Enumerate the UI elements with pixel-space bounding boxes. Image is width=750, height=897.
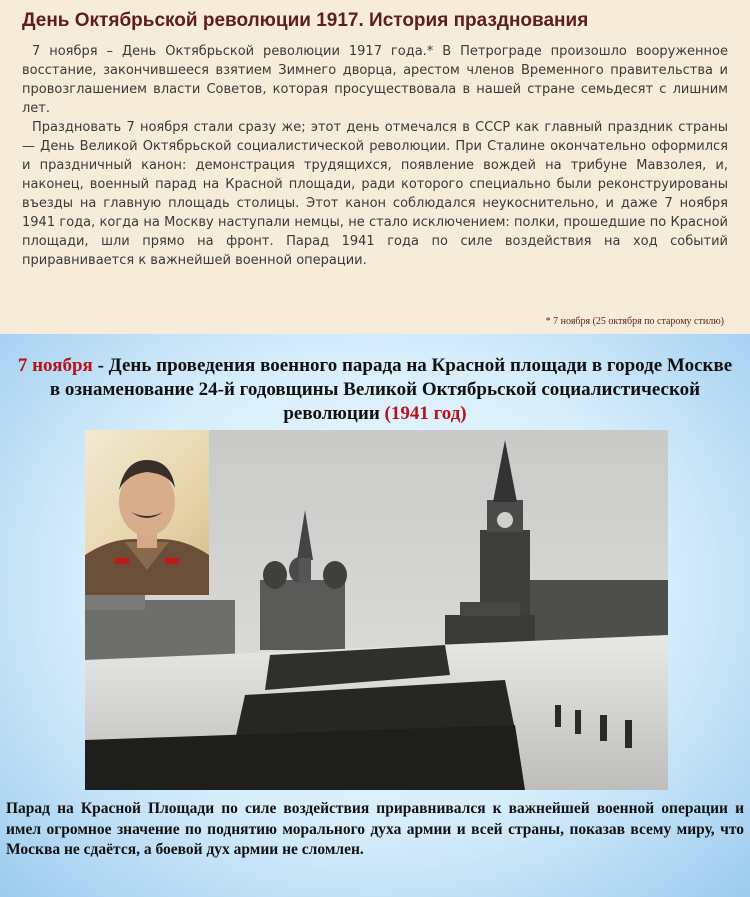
headline-text: - День проведения военного парада на Красной площади в городе Москве в ознаменование 24-й годовщины Великой Октябрьской социалистической революции (49, 355, 733, 424)
parade-section (0, 334, 750, 897)
footnote: * 7 ноября (25 октября по старому стилю) (545, 316, 724, 327)
parade-headline (14, 354, 736, 426)
history-paragraph-1: 7 ноября – День Октябрьской революции 1917 года.* В Петрограде произошло вооруженное восстание, закончившееся взятием Зимнего дворца, арестом членов Временного правительства и провозглашением власти Советов, которая просуществовала в нашей стране семьдесят с лишним лет. (22, 44, 728, 116)
history-title: День Октябрьской революции 1917. История празднования (22, 10, 589, 31)
history-paragraph-2: Праздновать 7 ноября стали сразу же; этот день отмечался в СССР как главный праздник страны — День Великой Октябрьской социалистической революции. При Сталине окончательно оформился и праздничный канон: демонстрация трудящихся, появление вождей на трибуне Мавзолея, и, наконец, военный парад на Красной площади, ради которого специально были реконструированы въезды на главную площадь столицы. Этот канон соблюдался неукоснительно, и даже 7 ноября 1941 года, когда на Москву наступали немцы, не стало исключением: полки, прошедшие по Красной площади, шли прямо на фронт. Парад 1941 года по силе воздействия на ход событий приравнивается к важнейшей военной операции. (22, 120, 728, 268)
portrait-illustration (85, 430, 209, 595)
portrait-painting (85, 430, 209, 595)
parade-caption: Парад на Красной Площади по силе воздействия приравнивался к важнейшей военной операции и имел огромное значение по поднятию морального духа армии и всей страны, показав всему миру, что Москва не сдаётся, а боевой дух армии не сломлен. (6, 800, 744, 858)
headline-date: 7 ноября (17, 355, 93, 376)
headline-year: (1941 год) (384, 403, 467, 424)
history-section (0, 0, 750, 334)
